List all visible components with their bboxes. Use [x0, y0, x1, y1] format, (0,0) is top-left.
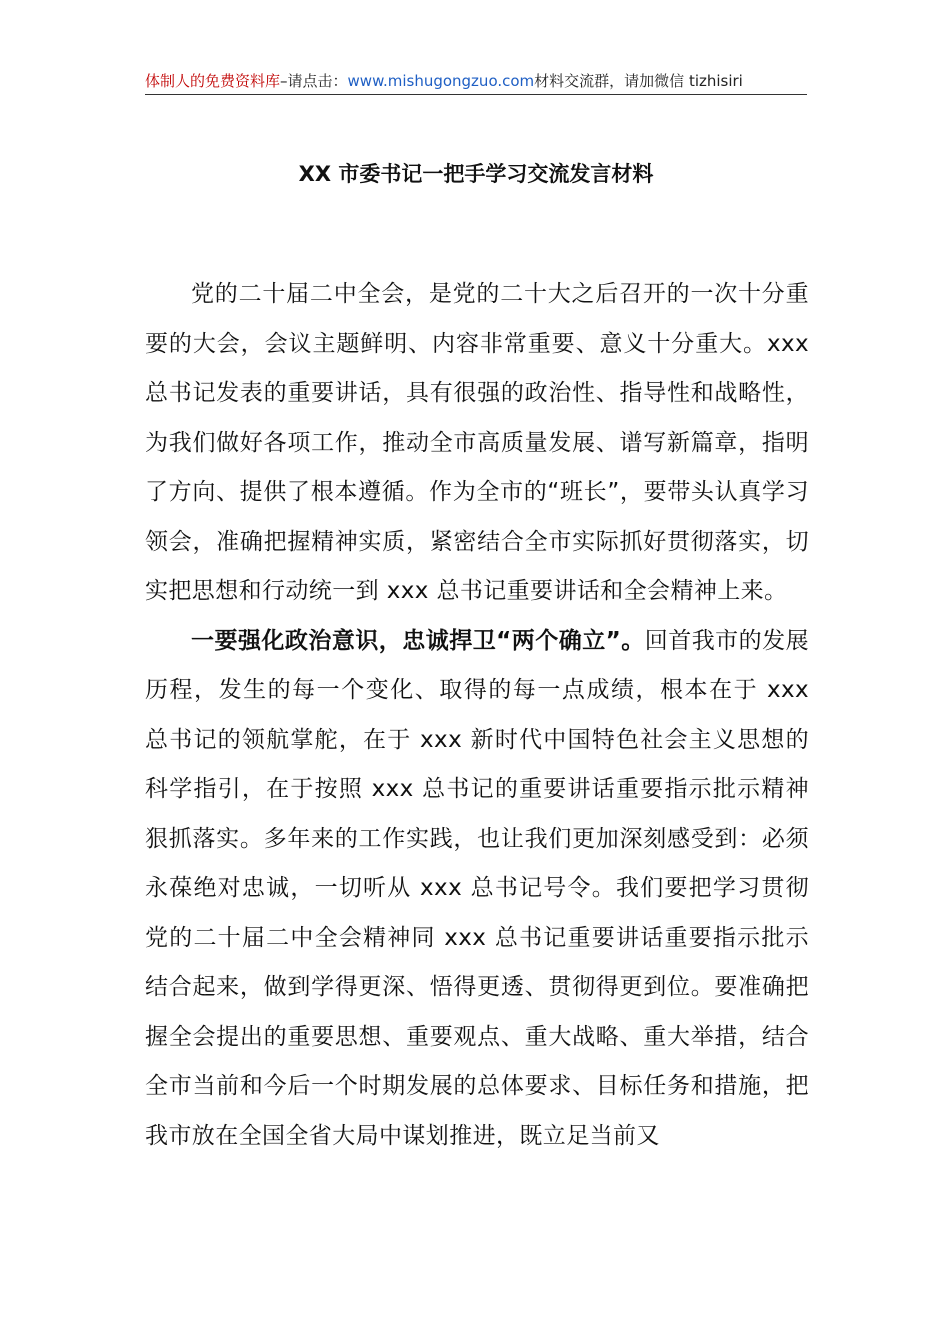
header-prompt: –请点击：	[280, 72, 348, 90]
page-header	[145, 68, 805, 94]
header-suffix: 材料交流群，请加微信 tizhisiri	[534, 72, 743, 90]
header-url-link[interactable]: www.mishugongzuo.com	[347, 72, 535, 90]
paragraph-intro-text: 党的二十届二中全会，是党的二十大之后召开的一次十分重要的大会，会议主题鲜明、内容非常重要、意义十分重大。xxx 总书记发表的重要讲话，具有很强的政治性、指导性和战略性，为我们做好各项工作，推动全市高质量发展、谱写新篇章，指明了方向、提供了根本遵循。作为全市的“班长”，要带头认真学习领会，准确把握精神实质，紧密结合全市实际抓好贯彻落实，切实把思想和行动统一到 xxx 总书记重要讲话和全会精神上来。	[145, 281, 809, 604]
paragraph-point-one	[145, 617, 809, 1162]
paragraph-point-one-heading: 一要强化政治意识，忠诚捍卫“两个确立”。	[191, 627, 645, 654]
header-brand: 体制人的免费资料库	[145, 72, 281, 90]
paragraph-intro	[145, 270, 809, 617]
document-title: XX 市委书记一把手学习交流发言材料	[298, 162, 654, 186]
document-body	[145, 270, 809, 1161]
paragraph-point-one-text: 回首我市的发展历程，发生的每一个变化、取得的每一点成绩，根本在于 xxx 总书记的领航掌舵，在于 xxx 新时代中国特色社会主义思想的科学指引，在于按照 xxx 总书记的重要讲话重要指示批示精神狠抓落实。多年来的工作实践，也让我们更加深刻感受到：必须永葆绝对忠诚，一切听从 xxx 总书记号令。我们要把学习贯彻党的二十届二中全会精神同 xxx 总书记重要讲话重要指示批示结合起来，做到学得更深、悟得更透、贯彻得更到位。要准确把握全会提出的重要思想、重要观点、重大战略、重大举措，结合全市当前和今后一个时期发展的总体要求、目标任务和措施，把我市放在全国全省大局中谋划推进，既立足当前又	[145, 627, 810, 1149]
header-divider	[145, 94, 807, 95]
